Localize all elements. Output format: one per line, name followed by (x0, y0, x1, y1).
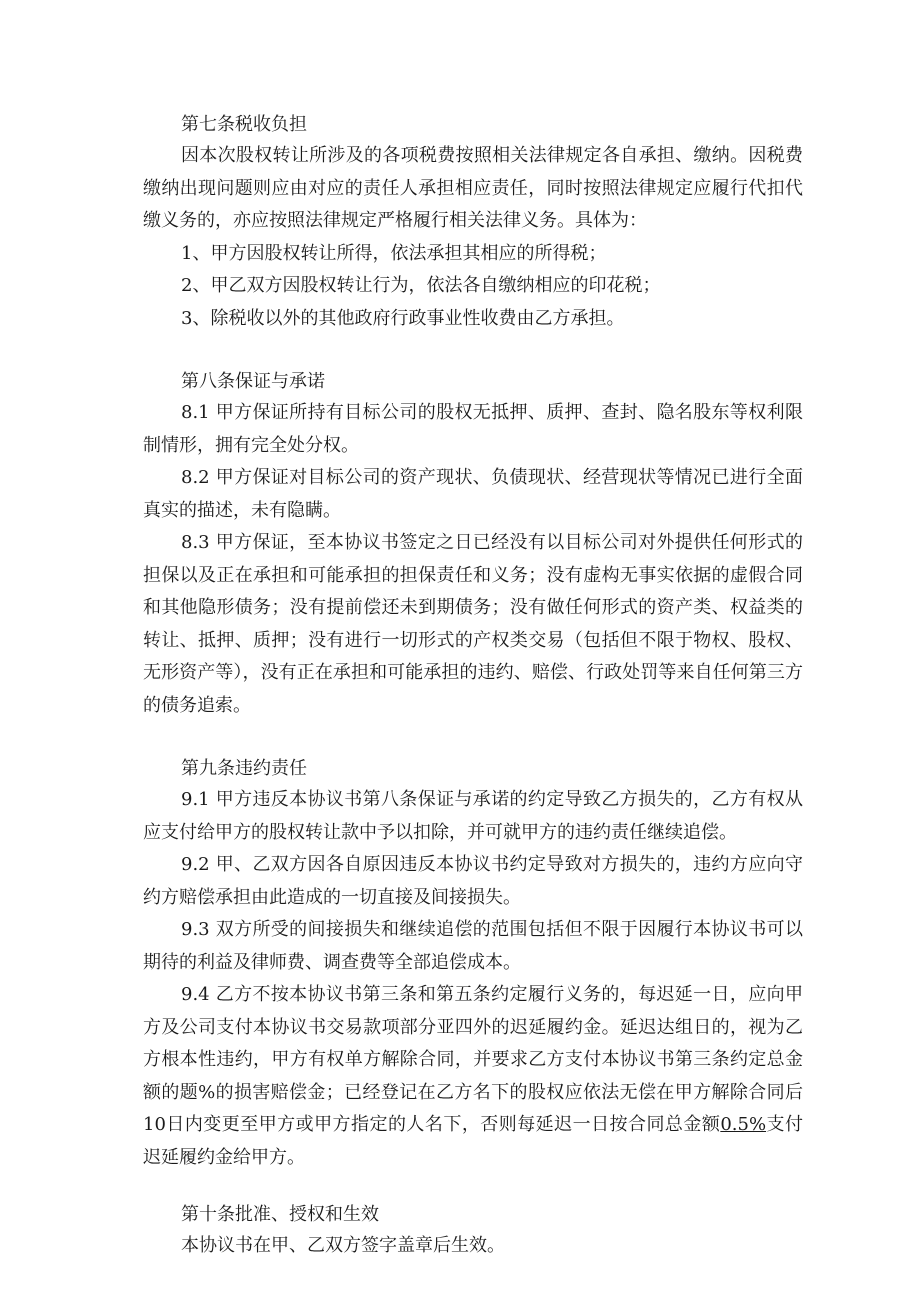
article-7-item-2: 2、甲乙双方因股权转让行为，依法各自缴纳相应的印花税； (181, 275, 661, 296)
clause-9-4 (143, 979, 803, 1174)
section-spacer (143, 1174, 803, 1200)
article-7-item-3: 3、除税收以外的其他政府行政事业性收费由乙方承担。 (181, 307, 625, 329)
clause-9-2: 9.2 甲、乙双方因各自原因违反本协议书约定导致对方损失的，违约方应向守约方赔偿承担由此造成的一切直接及间接损失。 (143, 854, 803, 908)
clause-9-4-text: 9.4 乙方不按本协议书第三条和第五条约定履行义务的，每迟延一日，应向甲方及公司支付本协议书交易款项部分亚四外的迟延履约金。延迟达组日的，视为乙方根本性违约，甲方有权单方解除合同，并要求乙方支付本协议书第三条约定总金额的题%的损害赔偿金；已经登记在乙方名下的股权应依法无偿在甲方解除合同后10日内变更至甲方或甲方指定的人名下，否则每延迟一日按合同总金额 (143, 984, 803, 1135)
article-10-heading: 第十条批准、授权和生效 (181, 1204, 379, 1225)
clause-9-4-text-end: 支付迟延履约金给甲方。 (143, 1114, 804, 1168)
clause-8-2: 8.2 甲方保证对目标公司的资产现状、负债现状、经营现状等情况已进行全面真实的描述，未有隐瞒。 (143, 467, 803, 521)
clause-8-3: 8.3 甲方保证，至本协议书签定之日已经没有以目标公司对外提供任何形式的担保以及正在承担和可能承担的担保责任和义务；没有虚构无事实依据的虚假合同和其他隐形债务；没有提前偿还未到期债务；没有做任何形式的资产类、权益类的转让、抵押、质押；没有进行一切形式的产权类交易（包括但不限于物权、股权、无形资产等），没有正在承担和可能承担的违约、赔偿、行政处罚等来自任何第三方的债务追索。 (143, 532, 803, 716)
article-7-heading: 第七条税收负担 (181, 114, 307, 135)
clause-9-3: 9.3 双方所受的间接损失和继续追偿的范围包括但不限于因履行本协议书可以期待的利益及律师费、调查费等全部追偿成本。 (143, 919, 803, 973)
section-spacer (143, 722, 803, 754)
article-9-heading: 第九条违约责任 (181, 758, 307, 779)
article-7-intro: 因本次股权转让所涉及的各项税费按照相关法律规定各自承担、缴纳。因税费缴纳出现问题则应由对应的责任人承担相应责任，同时按照法律规定应履行代扣代缴义务的，亦应按照法律规定严格履行相关法律义务。具体为： (143, 145, 803, 231)
section-spacer (143, 335, 803, 367)
clause-8-1: 8.1 甲方保证所持有目标公司的股权无抵押、质押、查封、隐名股东等权利限制情形，拥有完全处分权。 (143, 402, 803, 456)
clause-9-4-rate: 0.5% (720, 1114, 767, 1135)
article-7-item-1: 1、甲方因股权转让所得，依法承担其相应的所得税； (181, 242, 607, 264)
article-10-body: 本协议书在甲、乙双方签字盖章后生效。 (181, 1235, 505, 1256)
contract-page (143, 110, 803, 1263)
clause-9-1: 9.1 甲方违反本协议书第八条保证与承诺的约定导致乙方损失的，乙方有权从应支付给甲方的股权转让款中予以扣除，并可就甲方的违约责任继续追偿。 (143, 789, 803, 843)
article-8-heading: 第八条保证与承诺 (181, 371, 325, 392)
